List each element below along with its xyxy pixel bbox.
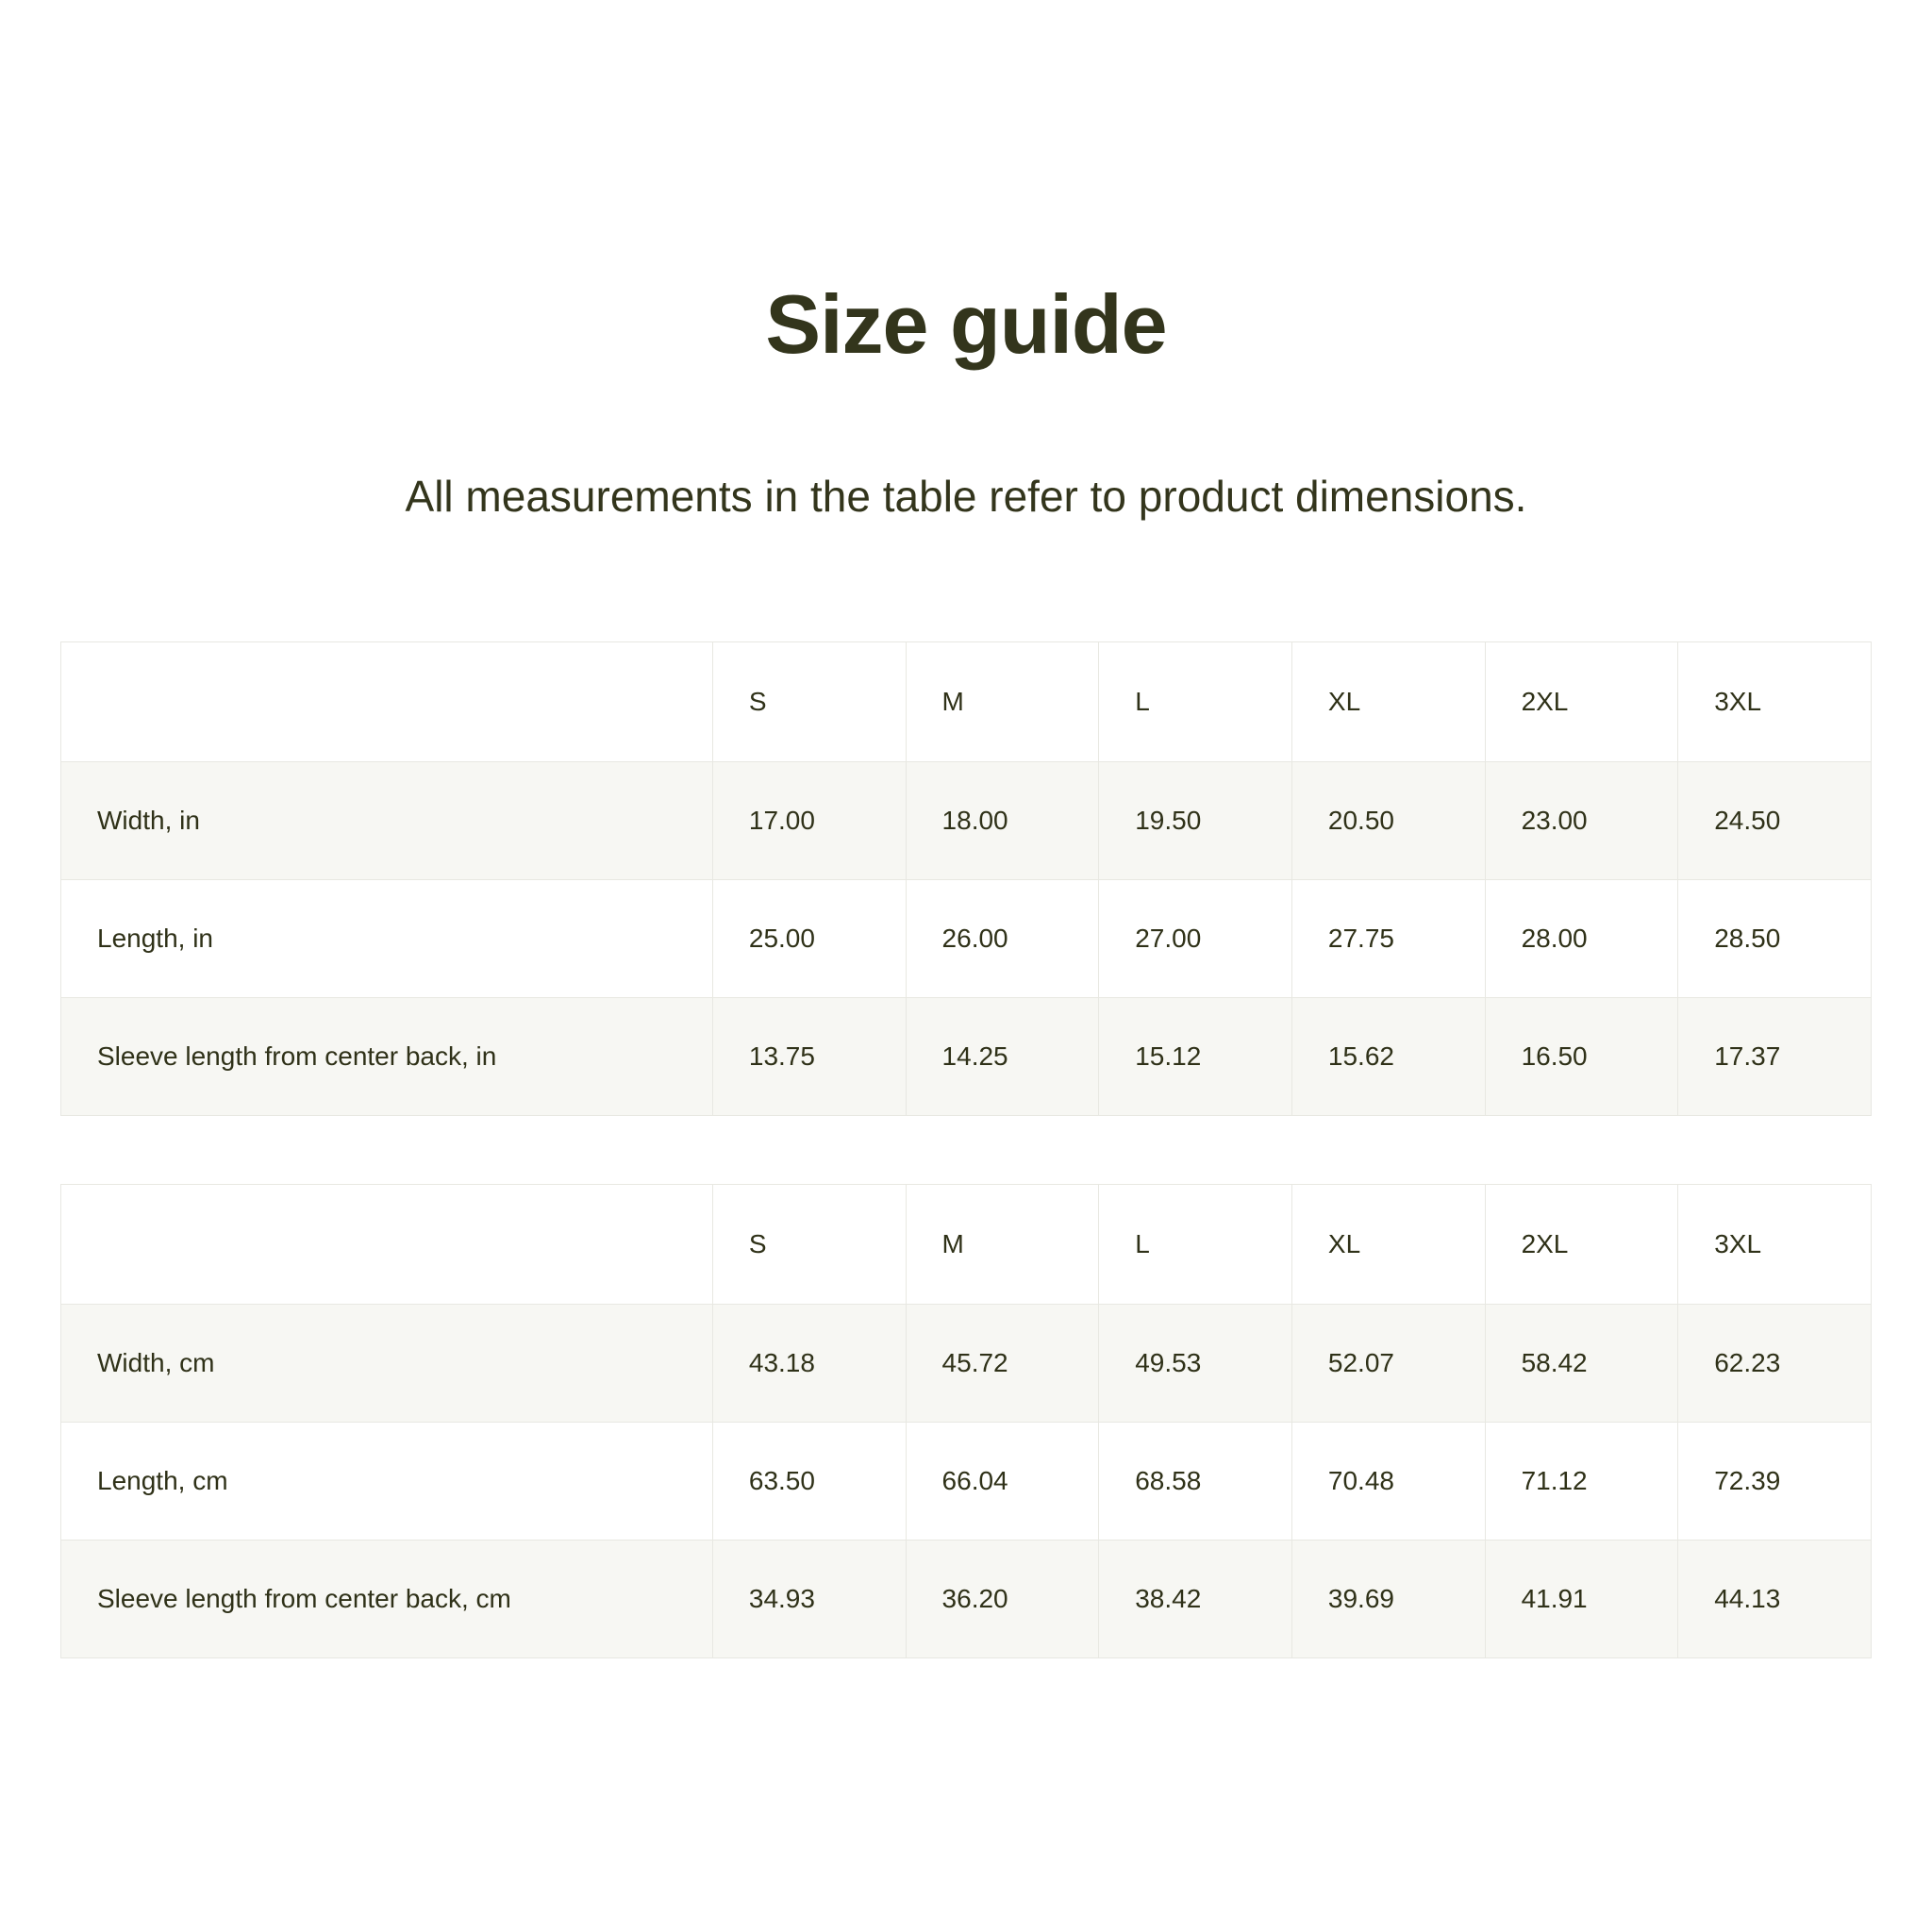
table-row — [61, 762, 1872, 880]
column-header-xl: XL — [1291, 642, 1485, 762]
cell-length-cm-s: 63.50 — [712, 1423, 906, 1541]
cell-width-cm-s: 43.18 — [712, 1305, 906, 1423]
row-label-length-cm: Length, cm — [61, 1423, 713, 1541]
table-corner-cell — [61, 642, 713, 762]
page-title: Size guide — [765, 277, 1167, 371]
cell-width-cm-xl: 52.07 — [1291, 1305, 1485, 1423]
cell-width-in-s: 17.00 — [712, 762, 906, 880]
cell-sleeve-in-3xl: 17.37 — [1678, 998, 1872, 1116]
cell-length-cm-2xl: 71.12 — [1485, 1423, 1678, 1541]
column-header-l: L — [1099, 642, 1292, 762]
cell-sleeve-in-l: 15.12 — [1099, 998, 1292, 1116]
table-header-centimeters — [61, 1185, 1872, 1305]
row-label-sleeve-cm: Sleeve length from center back, cm — [61, 1541, 713, 1658]
cell-width-cm-3xl: 62.23 — [1678, 1305, 1872, 1423]
column-header-3xl: 3XL — [1678, 642, 1872, 762]
cell-length-cm-m: 66.04 — [906, 1423, 1099, 1541]
column-header-3xl: 3XL — [1678, 1185, 1872, 1305]
row-label-width-in: Width, in — [61, 762, 713, 880]
cell-sleeve-cm-xl: 39.69 — [1291, 1541, 1485, 1658]
table-row — [61, 998, 1872, 1116]
page-subtitle: All measurements in the table refer to product dimensions. — [405, 471, 1527, 521]
table-body-inches — [61, 762, 1872, 1116]
cell-width-cm-l: 49.53 — [1099, 1305, 1292, 1423]
cell-width-cm-m: 45.72 — [906, 1305, 1099, 1423]
cell-length-cm-xl: 70.48 — [1291, 1423, 1485, 1541]
cell-sleeve-in-m: 14.25 — [906, 998, 1099, 1116]
cell-length-in-m: 26.00 — [906, 880, 1099, 998]
table-body-centimeters — [61, 1305, 1872, 1658]
column-header-s: S — [712, 642, 906, 762]
cell-length-in-3xl: 28.50 — [1678, 880, 1872, 998]
column-header-2xl: 2XL — [1485, 642, 1678, 762]
cell-sleeve-in-2xl: 16.50 — [1485, 998, 1678, 1116]
column-header-s: S — [712, 1185, 906, 1305]
table-row — [61, 880, 1872, 998]
cell-sleeve-cm-m: 36.20 — [906, 1541, 1099, 1658]
cell-width-cm-2xl: 58.42 — [1485, 1305, 1678, 1423]
column-header-2xl: 2XL — [1485, 1185, 1678, 1305]
cell-length-cm-3xl: 72.39 — [1678, 1423, 1872, 1541]
cell-sleeve-cm-2xl: 41.91 — [1485, 1541, 1678, 1658]
cell-sleeve-cm-l: 38.42 — [1099, 1541, 1292, 1658]
row-label-width-cm: Width, cm — [61, 1305, 713, 1423]
table-header-inches — [61, 642, 1872, 762]
size-tables-container — [60, 641, 1872, 1658]
cell-sleeve-cm-3xl: 44.13 — [1678, 1541, 1872, 1658]
column-header-m: M — [906, 1185, 1099, 1305]
cell-width-in-2xl: 23.00 — [1485, 762, 1678, 880]
cell-width-in-m: 18.00 — [906, 762, 1099, 880]
cell-width-in-3xl: 24.50 — [1678, 762, 1872, 880]
table-header-row — [61, 642, 1872, 762]
row-label-length-in: Length, in — [61, 880, 713, 998]
table-row — [61, 1423, 1872, 1541]
column-header-m: M — [906, 642, 1099, 762]
size-table-inches — [60, 641, 1872, 1116]
row-label-sleeve-in: Sleeve length from center back, in — [61, 998, 713, 1116]
cell-length-in-s: 25.00 — [712, 880, 906, 998]
table-row — [61, 1305, 1872, 1423]
column-header-xl: XL — [1291, 1185, 1485, 1305]
table-corner-cell — [61, 1185, 713, 1305]
cell-length-in-xl: 27.75 — [1291, 880, 1485, 998]
table-row — [61, 1541, 1872, 1658]
cell-width-in-l: 19.50 — [1099, 762, 1292, 880]
cell-length-cm-l: 68.58 — [1099, 1423, 1292, 1541]
table-header-row — [61, 1185, 1872, 1305]
size-table-centimeters — [60, 1184, 1872, 1658]
column-header-l: L — [1099, 1185, 1292, 1305]
cell-length-in-l: 27.00 — [1099, 880, 1292, 998]
cell-length-in-2xl: 28.00 — [1485, 880, 1678, 998]
cell-sleeve-cm-s: 34.93 — [712, 1541, 906, 1658]
cell-width-in-xl: 20.50 — [1291, 762, 1485, 880]
cell-sleeve-in-xl: 15.62 — [1291, 998, 1485, 1116]
cell-sleeve-in-s: 13.75 — [712, 998, 906, 1116]
